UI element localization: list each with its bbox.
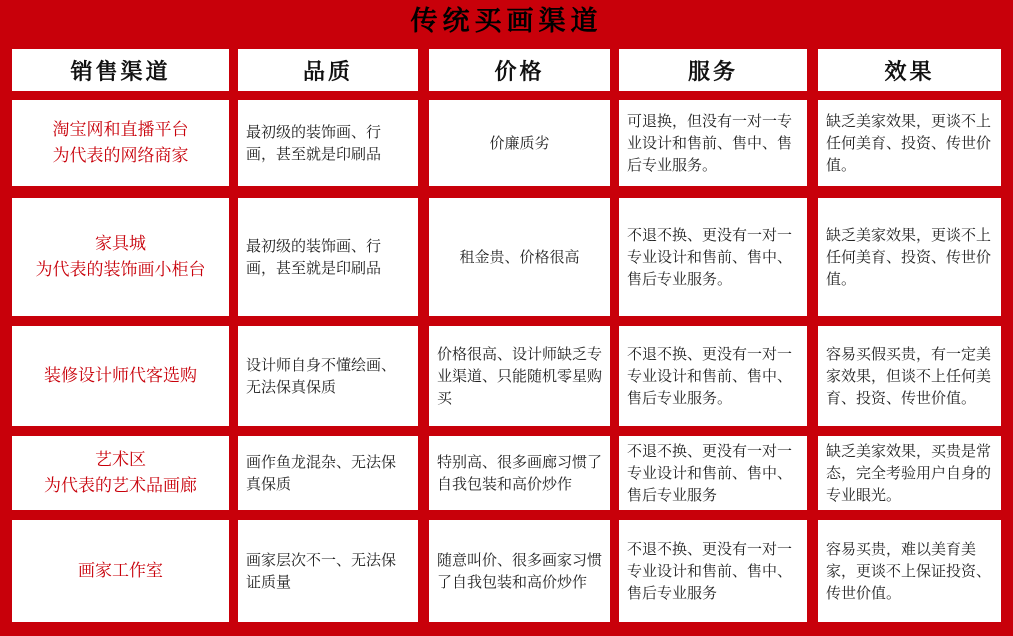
effect-text: 缺乏美家效果，更谈不上任何美育、投资、传世价值。 <box>826 226 992 288</box>
quality-text: 画作鱼龙混杂、无法保真保质 <box>246 453 397 493</box>
effect-text: 缺乏美家效果，买贵是常态，完全考验用户自身的专业眼光。 <box>826 442 992 504</box>
effect-cell <box>818 436 1001 510</box>
quality-text: 画家层次不一、无法保证质量 <box>246 551 397 591</box>
effect-cell <box>818 520 1001 622</box>
channel-name-cell <box>12 198 229 316</box>
quality-cell <box>238 100 418 186</box>
service-text: 不退不换、更没有一对一专业设计和售前、售中、售后专业服务 <box>627 540 793 602</box>
channel-name-cell <box>12 520 229 622</box>
price-text: 价廉质劣 <box>489 134 550 152</box>
quality-cell <box>238 326 418 426</box>
header-price: 价格 <box>429 49 610 91</box>
header-channel: 销售渠道 <box>12 49 229 91</box>
channel-name-line: 装修设计师代客选购 <box>44 366 197 386</box>
service-text: 可退换，但没有一对一专业设计和售前、售中、售后专业服务。 <box>627 112 793 174</box>
price-cell <box>429 436 610 510</box>
price-cell <box>429 326 610 426</box>
header-quality: 品质 <box>238 49 418 91</box>
quality-text: 最初级的装饰画、行画，甚至就是印刷品 <box>246 237 382 277</box>
price-text: 特别高、很多画廊习惯了自我包装和高价炒作 <box>437 453 603 493</box>
channel-name-cell <box>12 326 229 426</box>
channel-name-cell <box>12 436 229 510</box>
channel-name-line: 画家工作室 <box>78 561 163 581</box>
service-cell <box>619 436 807 510</box>
channel-name-line: 淘宝网和直播平台 <box>52 120 189 140</box>
quality-text: 最初级的装饰画、行画，甚至就是印刷品 <box>246 123 382 163</box>
header-effect: 效果 <box>818 49 1001 91</box>
quality-cell <box>238 436 418 510</box>
quality-cell <box>238 520 418 622</box>
effect-cell <box>818 100 1001 186</box>
channel-name-line: 为代表的网络商家 <box>52 146 189 166</box>
price-cell <box>429 520 610 622</box>
price-text: 租金贵、价格很高 <box>459 248 580 266</box>
quality-text: 设计师自身不懂绘画、无法保真保质 <box>246 356 397 396</box>
channel-name-cell <box>12 100 229 186</box>
service-cell <box>619 520 807 622</box>
service-cell <box>619 326 807 426</box>
effect-text: 容易买贵，难以美育美家，更谈不上保证投资、传世价值。 <box>826 540 992 602</box>
effect-cell <box>818 326 1001 426</box>
price-cell <box>429 100 610 186</box>
service-text: 不退不换、更没有一对一专业设计和售前、售中、售后专业服务。 <box>627 226 793 288</box>
channel-name-line: 为代表的艺术品画廊 <box>44 476 197 496</box>
effect-text: 缺乏美家效果，更谈不上任何美育、投资、传世价值。 <box>826 112 992 174</box>
service-text: 不退不换、更没有一对一专业设计和售前、售中、售后专业服务 <box>627 442 793 504</box>
service-cell <box>619 198 807 316</box>
channel-name-line: 家具城 <box>95 234 146 254</box>
price-text: 价格很高、设计师缺乏专业渠道、只能随机零星购买 <box>437 345 603 407</box>
price-cell <box>429 198 610 316</box>
quality-cell <box>238 198 418 316</box>
channel-name-line: 艺术区 <box>95 450 146 470</box>
channel-name-line: 为代表的装饰画小柜台 <box>35 260 206 280</box>
page-title: 传统买画渠道 <box>410 6 603 37</box>
header-service: 服务 <box>619 49 807 91</box>
service-text: 不退不换、更没有一对一专业设计和售前、售中、售后专业服务。 <box>627 345 793 407</box>
effect-text: 容易买假买贵，有一定美家效果，但谈不上任何美育、投资、传世价值。 <box>826 345 992 407</box>
service-cell <box>619 100 807 186</box>
effect-cell <box>818 198 1001 316</box>
price-text: 随意叫价、很多画家习惯了自我包装和高价炒作 <box>437 551 603 591</box>
